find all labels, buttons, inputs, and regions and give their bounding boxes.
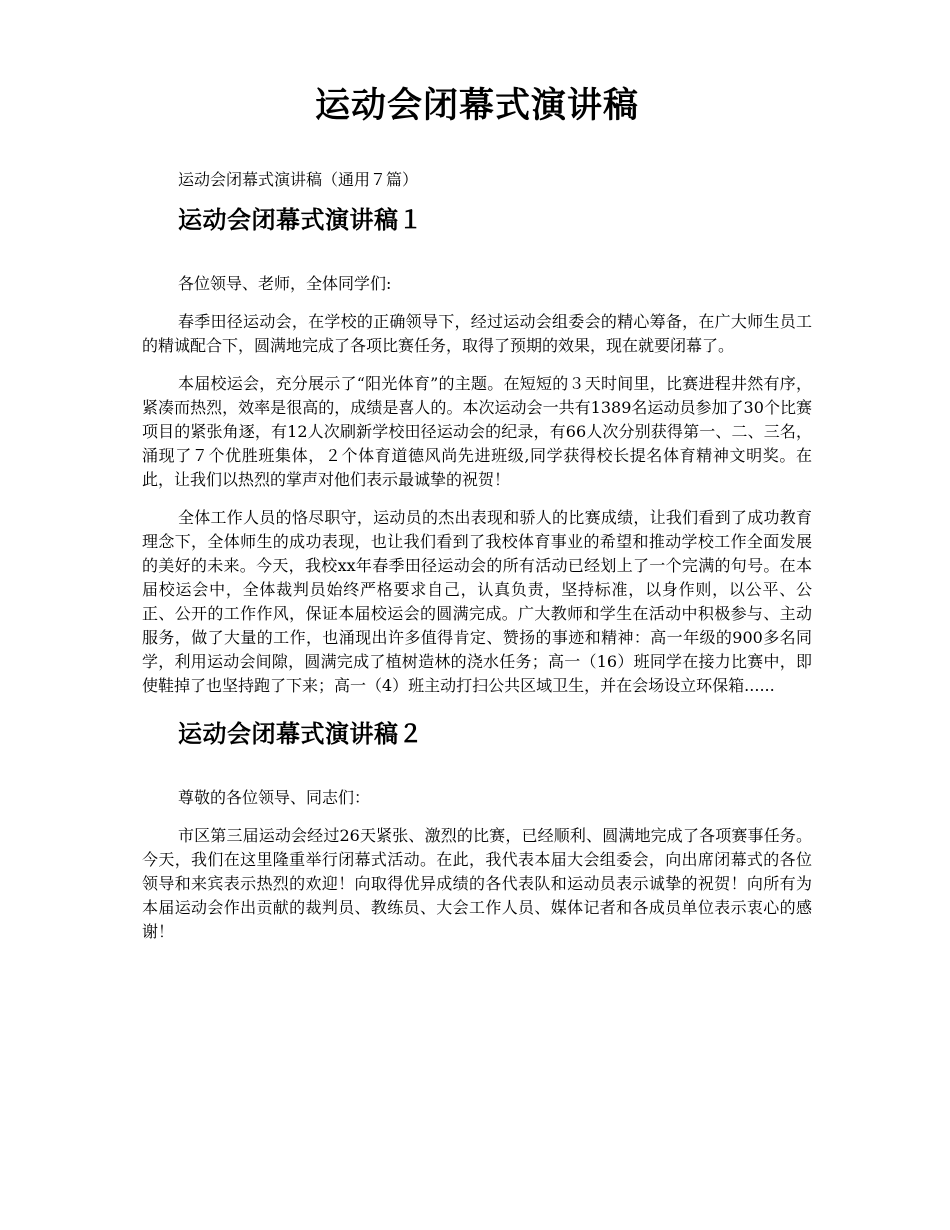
body-paragraph: 春季田径运动会，在学校的正确领导下，经过运动会组委会的精心筹备，在广大师生员工的精诚配合下，圆满地完成了各项比赛任务，取得了预期的效果，现在就要闭幕了。 <box>142 312 812 355</box>
body-paragraph: 市区第三届运动会经过26天紧张、激烈的比赛，已经顺利、圆满地完成了各项赛事任务。今天，我们在这里隆重举行闭幕式活动。在此，我代表本届大会组委会，向出席闭幕式的各位领导和来宾表示热烈的欢迎！向取得优异成绩的各代表队和运动员表示诚挚的祝贺！向所有为本届运动会作出贡献的裁判员、教练员、大会工作人员、媒体记者和各成员单位表示衷心的感谢！ <box>142 826 812 941</box>
greeting-paragraph: 各位领导、老师，全体同学们: <box>178 274 392 293</box>
document-page <box>142 0 812 944</box>
body-paragraph: 全体工作人员的恪尽职守，运动员的杰出表现和骄人的比赛成绩，让我们看到了成功教育理念下，全体师生的成功表现，也让我们看到了我校体育事业的希望和推动学校工作全面发展的美好的未来。今天，我校xx年春季田径运动会的所有活动已经划上了一个完满的句号。在本届校运会中，全体裁判员始终严格要求自己，认真负责，坚持标准，以身作则，以公平、公正、公开的工作作风，保证本届校运会的圆满完成。广大教师和学生在活动中积极参与、主动服务，做了大量的工作，也涌现出许多值得肯定、赞扬的事迹和精神：高一年级的900多名同学，利用运动会间隙，圆满完成了植树造林的浇水任务；高一（16）班同学在接力比赛中，即使鞋掉了也坚持跑了下来；高一（4）班主动打扫公共区域卫生，并在会场设立环保箱...... <box>142 508 812 695</box>
body-paragraph: 本届校运会，充分展示了“阳光体育”的主题。在短短的３天时间里，比赛进程井然有序，紧凑而热烈，效率是很高的，成绩是喜人的。本次运动会一共有1389名运动员参加了30个比赛项目的紧张角逐，有12人次刷新学校田径运动会的纪录，有66人次分别获得第一、二、三名，涌现了７个优胜班集体，２个体育道德风尚先进班级,同学获得校长提名体育精神文明奖。在此，让我们以热烈的掌声对他们表示最诚挚的祝贺！ <box>142 374 812 489</box>
section-heading: 运动会闭幕式演讲稿１ <box>178 206 423 234</box>
section-1 <box>142 200 812 698</box>
document-title: 运动会闭幕式演讲稿 <box>314 86 639 126</box>
section-2 <box>142 714 812 944</box>
section-heading: 运动会闭幕式演讲稿２ <box>178 720 423 748</box>
greeting-paragraph: 尊敬的各位领导、同志们： <box>178 788 371 807</box>
document-subtitle: 运动会闭幕式演讲稿（通用７篇） <box>178 170 419 189</box>
